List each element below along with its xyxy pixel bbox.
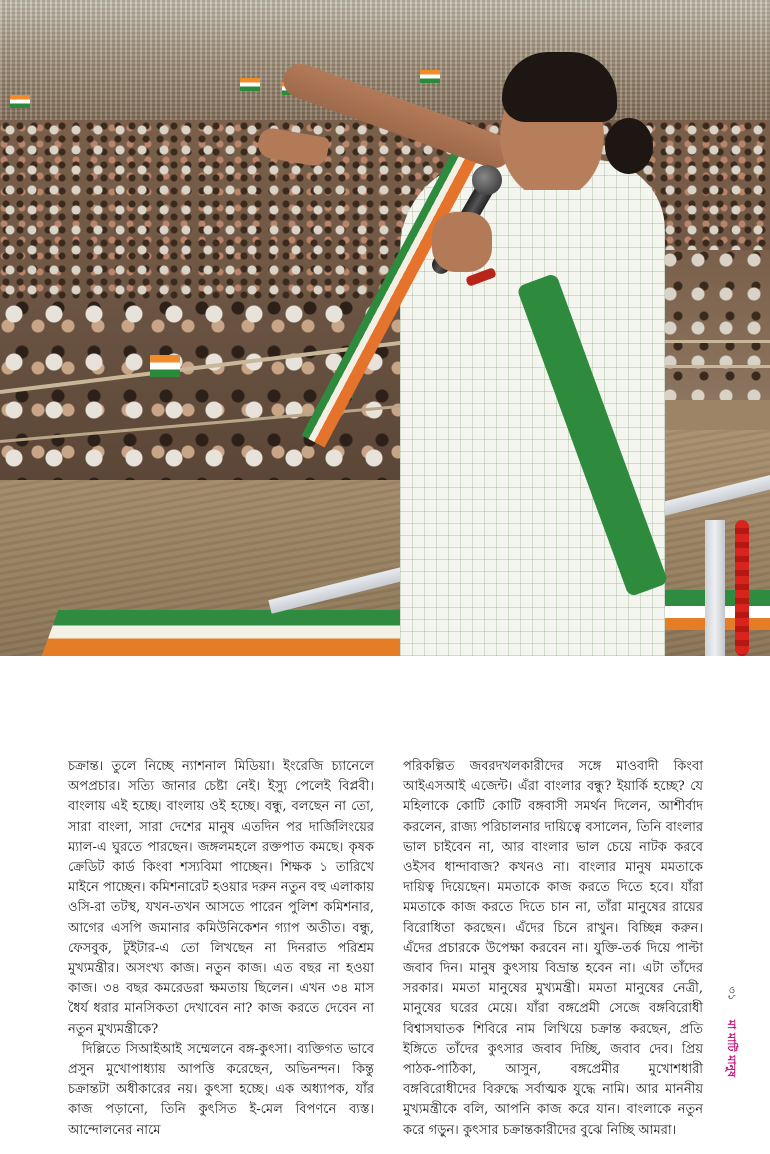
paragraph: দিল্লিতে সিআইআই সম্মেলনে বঙ্গ-কুৎসা। ব্যক্তিগত ভাবে প্রসুন মুখোপাধ্যায় আপত্তি করেছেন, অভিনন্দন। কিন্তু চক্রান্তটা অধীকারের নয়। কুৎসা হচ্ছে। এক অধ্যাপক, যাঁর কাজ পড়ানো, তিনি কুৎসিত ই-মেল বিপণনে ব্যস্ত। আন্দোলনের নামে <box>68 1041 374 1138</box>
flower-garland <box>735 520 749 656</box>
tricolour-banner <box>42 610 419 656</box>
page-number-wrapper <box>720 980 742 1006</box>
party-flag <box>10 95 30 108</box>
page-number: ৩১ <box>725 985 739 1001</box>
speaker-hair <box>502 52 617 122</box>
microphone-head <box>472 165 502 195</box>
stage-railing-post <box>705 520 725 656</box>
text-column-right <box>403 757 703 1141</box>
publication-name: মা মাটি মানুষ <box>725 1019 739 1077</box>
party-flag <box>240 78 260 91</box>
crowd-right <box>660 250 770 400</box>
paragraph: পরিকল্পিত জবরদখলকারীদের সঙ্গে মাওবাদী কিংবা আইএসআই এজেন্ট। এঁরা বাংলার বন্ধু? ইয়ার্কি হচ্ছে? যে মহিলাকে কোটি কোটি বঙ্গবাসী সমর্থন দিলেন, আশীর্বাদ করলেন, রাজ্য পরিচালনার দায়িত্বে বসালেন, তিনি বাংলার ভাল চাইবেন না, আর বাংলার ভাল চেয়ে নাটক করবে ওইসব ধান্দাবাজ? কখনও না। বাংলার মানুষ মমতাকে দায়িত্ব দিয়েছেন। মমতাকে কাজ করতে দিতে হবে। যাঁরা মমতাকে কাজ করতে দিতে চান না, তাঁরা মানুষের রায়ের বিরোধিতা করছেন। এঁদের চিনে রাখুন। বিচ্ছিন্ন করুন। এঁদের প্রচারকে উপেক্ষা করবেন না। যুক্তি-তর্ক দিয়ে পাল্টা জবাব দিন। মানুষ কুৎসায় বিভ্রান্ত হবেন না। এটা তাঁদের সরকার। মমতা মানুষের মুখ্যমন্ত্রী। মমতা মানুষের নেত্রী, মানুষের ঘরের মেয়ে। যাঁরা বঙ্গপ্রেমী সেজে বঙ্গবিরোধী বিশ্বাসঘাতক শিবিরে নাম লিখিয়ে চক্রান্ত করছেন, প্রতি ইঙ্গিতে তাঁদের কুৎসার জবাব দিচ্ছি, জবাব দেব। প্রিয় পাঠক-পাঠিকা, আসুন, বঙ্গপ্রেমীর মুখোশধারী বঙ্গবিরোধীদের বিরুদ্ধে সর্বাত্মক যুদ্ধে নামি। আর মাননীয় মুখ্যমন্ত্রীকে বলি, আপনি কাজ করে যান। বাংলাকে নতুন করে গড়ুন। কুৎসার চক্রান্তকারীদের বুঝে নিচ্ছি আমরা। <box>403 759 703 1138</box>
bamboo-fence-right <box>665 340 770 343</box>
bamboo-fence-right-lower <box>665 365 770 368</box>
text-column-left <box>68 757 374 1141</box>
party-flag <box>150 355 180 377</box>
publication-footer <box>722 1010 740 1086</box>
paragraph: চক্রান্ত। তুলে নিচ্ছে ন্যাশনাল মিডিয়া। ইংরেজি চ্যানেলে অপপ্রচার। সত্যি জানার চেষ্টা নেই। ইস্যু পেলেই বিপ্লবী। বাংলায় এই হচ্ছে। বাংলায় ওই হচ্ছে। বন্ধু, বলছেন না তো, সারা বাংলা, সারা দেশের মানুষ এতদিন পর দার্জিলিংয়ের ম্যাল-এ ঘুরতে পারছেন। জঙ্গলমহলে রক্তপাত কমছে। কৃষক ক্রেডিট কার্ড কিংবা শস্যবিমা পাচ্ছেন। শিক্ষক ১ তারিখে মাইনে পাচ্ছেন। কমিশনারেট হওয়ার দরুন নতুন বহু এলাকায় ওসি-রা তটস্থ, যখন-তখন আসতে পারেন পুলিশ কমিশনার, আগের এসপি জমানার কমিউনিকেশন গ্যাপ অতীত। বন্ধু, ফেসবুক, টুইটার-এ তো লিখছেন না দিনরাত পরিশ্রম মুখ্যমন্ত্রীর। অসংখ্য কাজ। নতুন কাজ। এত বছর না হওয়া কাজ। ৩৪ বছর কমরেডরা ক্ষমতায় ছিলেন। এখন ৩৪ মাস ধৈর্য ধরার মানসিকতা দেখাবেন না? কাজ করতে দেবেন না নতুন মুখ্যমন্ত্রীকে? <box>68 759 374 1037</box>
speaker-hair-bun <box>605 118 653 174</box>
speaker-hand-holding-mic <box>432 212 492 272</box>
party-flag <box>420 70 440 83</box>
